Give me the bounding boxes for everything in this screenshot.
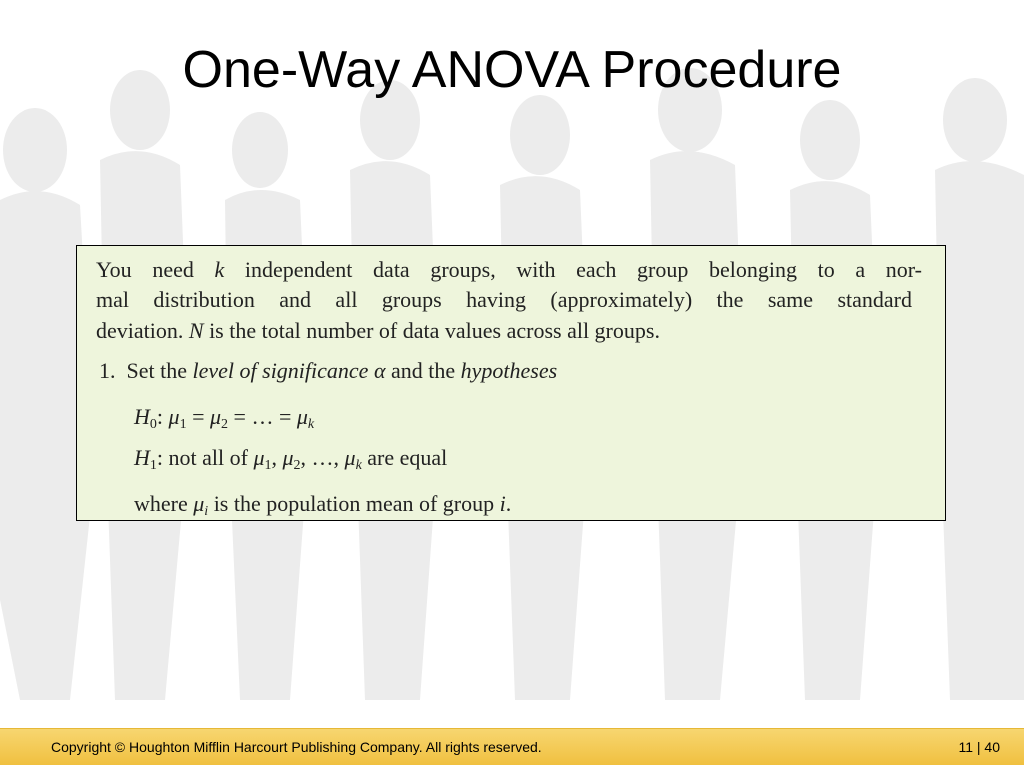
intro-line-2: mal distribution and all groups having (approximately) the same standard (96, 287, 912, 312)
level-of-significance: level of significance (192, 358, 369, 383)
copyright-notice: Copyright © Houghton Mifflin Harcourt Publishing Company. All rights reserved. (51, 739, 542, 755)
slide-title: One-Way ANOVA Procedure (182, 41, 842, 99)
null-hypothesis: $H_0$: $\mu_1 = \mu_2$ = … = $\mu_k$ (134, 404, 315, 432)
alternative-hypothesis: $H_1$: not all of $\mu_1$, $\mu_2$, …, $\mu_k$ are equal (134, 445, 448, 473)
alpha-symbol: α (373, 358, 386, 383)
page-number: 11 | 40 (958, 739, 1000, 755)
intro-line-3: deviation. N is the total number of data values across all groups. (96, 318, 660, 343)
step-number: 1. (99, 358, 116, 383)
procedure-box (76, 245, 946, 521)
intro-line-1: You need k independent data groups, with each group belonging to a nor- (96, 257, 923, 282)
step-1: 1. Set the level of significance α and the hypotheses (99, 358, 558, 383)
hypotheses-label: hypotheses (460, 358, 558, 383)
where-definition: where $\mu_i$ is the population mean of group i. (134, 491, 512, 519)
footer-bar (0, 728, 1024, 765)
